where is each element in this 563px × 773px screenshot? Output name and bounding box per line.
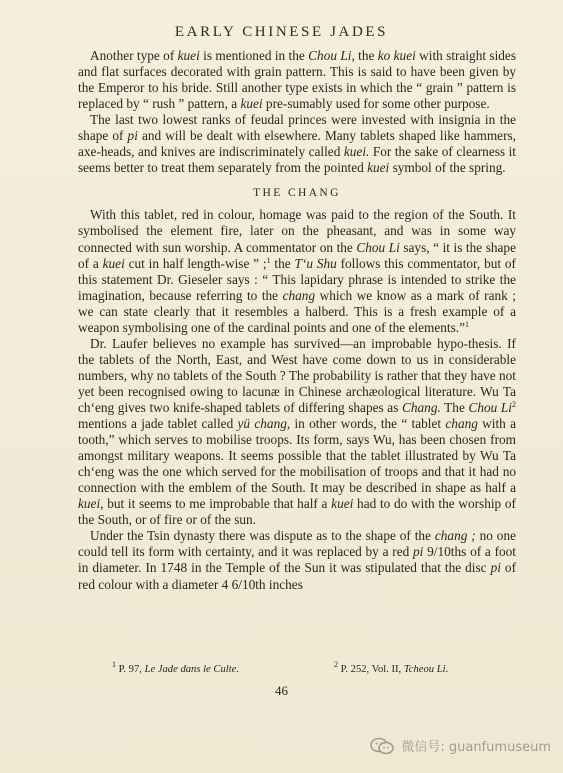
text-run: For the sake of clearness it seems better to treat them separately from the pointed [78,144,516,176]
text-run: with straight sides and flat surfaces decorated with grain pattern. This is said to have been given by the Emperor to his bride. Still another type exists in which the “ grain ” pattern is replaced by “ rush ” pattern, a [78,48,516,112]
text-run: With this tablet, red in colour, homage was paid to the region of the South. It symbolised the element fire, later on the pheasant, and was in some way connected with sun worship. A commentator on the [78,207,516,255]
italic-term: kuei [102,255,125,271]
text-run: with a tooth,” which serves to mobilise troops. Its form, says Wu, has been chosen from amongst military weapons. It seems possible that the tablet illustrated by Wu Ta ch‘eng was the one which served for the mobilisation of troops and that it had no connection with the emblem of the South. It may be described in shape as half a [78,416,517,496]
italic-term: chang ; [434,528,476,544]
text-run: cut in half length-wise ” ; [124,255,267,271]
italic-term: Chou Li [308,48,352,63]
footnote-text: P. 97, [118,664,145,675]
text-run: is mentioned in the [199,48,309,63]
footnote-ref: 2 [512,399,516,409]
text-run: mentions a jade tablet called [78,416,238,432]
text-run: follows this commentator, but of this statement Dr. Gieseler says : “ This lapidary phrase is intended to strike the imagination, because referring to the [78,255,516,303]
text-run: Under the Tsin dynasty there was dispute as to the shape of the [90,528,435,544]
watermark [369,736,551,755]
footnote-title: Le Jade dans le Culte [144,664,237,675]
footnote-mark: 1 [112,660,116,669]
italic-term: Chou Li [468,399,512,415]
text-run: 9/10ths of a foot in diameter. In 1748 in the Temple of the Sun it was stipulated that the disc [78,544,517,576]
text-run: of red colour with a diameter 4 6/10th inches [78,560,517,592]
text-run: , in other words, the “ tablet [286,416,446,432]
paragraph-3 [78,207,516,335]
italic-term: Chou Li [356,239,400,255]
text-run: says, “ it is the shape of a [78,239,516,271]
text-run: had to do with the worship of the South, or of fire or of the sun. [78,496,516,528]
text-run: and will be dealt with elsewhere. Many tablets shaped like hammers, axe-heads, and knives are indiscriminately called [78,128,516,160]
footnote-title: Tcheou Li [403,664,446,675]
text-run: The [440,399,469,415]
paragraph-5 [78,528,516,592]
italic-term: ko kuei [377,48,416,63]
italic-term: kuei [367,160,390,176]
text-run: which we know as a mark of rank ; we can state clearly that it resembles a halberd. This is a fresh example of a weapon symbolising one of the cardinal points and one of the elements.” [78,287,516,335]
body-text [78,48,516,593]
text-run: Another type of [90,48,178,63]
italic-term: chang [445,416,478,432]
paragraph-2 [78,112,516,176]
section-heading: THE CHANG [253,187,341,200]
italic-term: kuei [331,496,354,512]
italic-term: chang [282,287,316,303]
footnote-2 [334,660,449,676]
footnote-text: P. 252, Vol. II, [340,664,404,675]
footnote-ref: 1 [465,319,469,329]
watermark-text: 微信号: guanfumuseum [401,740,551,755]
footnote-text: . [445,664,449,675]
running-head: EARLY CHINESE JADES [174,24,389,40]
italic-term: pi [490,560,501,576]
text-run: Dr. Laufer believes no example has survived—an improbable hypo-thesis. If the tablets of the North, East, and West have come down to us in considerable numbers, why no tablets of the South ? The probability is rather that they have not yet been recognised owing to lacunæ in Chinese archæological literature. Wu Ta ch‘eng gives two knife-shaped tablets of differing shapes as [78,335,516,415]
italic-term: kuei. [343,144,370,160]
text-run: symbol of the spring. [389,160,506,176]
italic-term: kuei [78,496,101,512]
text-run: pre-sumably used for some other purpose. [262,96,490,112]
text-run: the [270,255,295,271]
italic-term: yü chang [237,416,287,432]
paragraph-4 [78,336,516,529]
text-run: , but it seems to me improbable that half a [100,496,332,512]
italic-term: kuei [240,96,263,112]
italic-term: pi [413,544,424,560]
italic-term: T‘u Shu [294,255,337,271]
wechat-icon [369,737,395,755]
footnote-mark: 2 [334,660,338,669]
paragraph-1 [78,48,516,112]
italic-term: pi [127,128,138,144]
text-run: , the [351,48,378,63]
text-run: no one could tell its form with certainty, and it was replaced by a red [78,528,516,560]
text-run: The last two lowest ranks of feudal princes were invested with insignia in the shape of [78,112,516,144]
italic-term: Chang. [402,399,441,415]
footnote-text: . [236,664,240,675]
footnote-ref: 1 [266,255,271,265]
italic-term: kuei [177,48,200,63]
page-number: 46 [275,683,288,698]
footnote-1 [112,660,240,676]
